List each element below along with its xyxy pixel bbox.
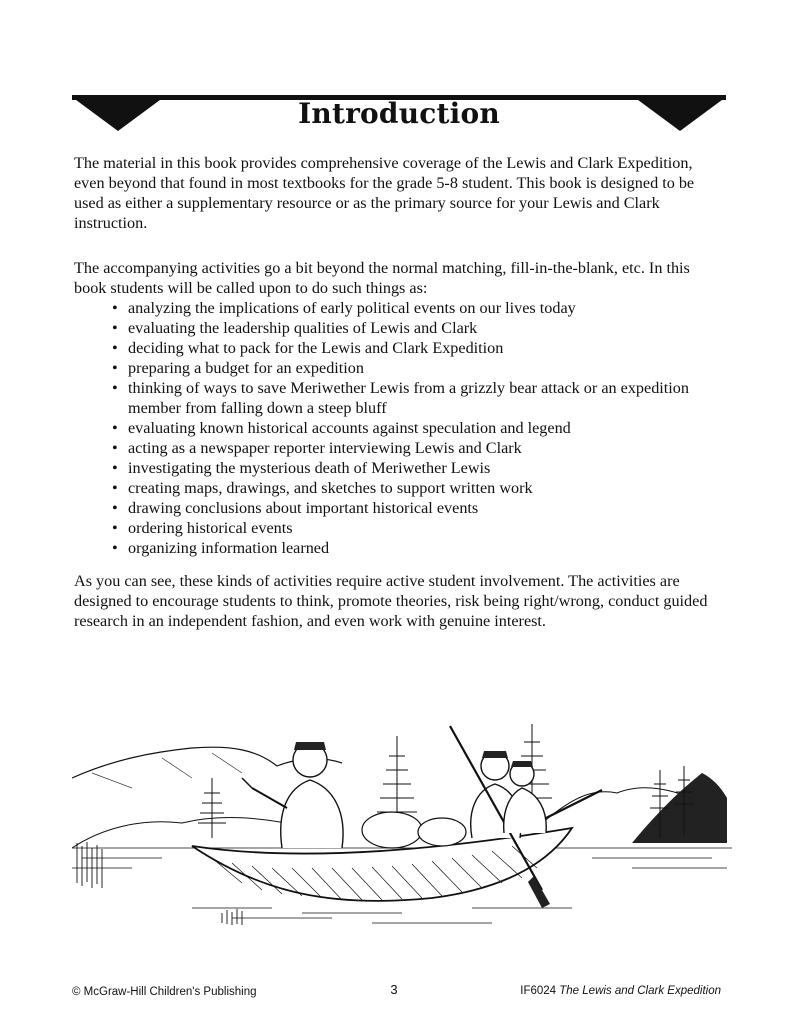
- bullet-icon: •: [112, 339, 118, 357]
- activity-text: drawing conclusions about important historical events: [128, 499, 479, 517]
- bullet-icon: •: [112, 419, 118, 437]
- bullet-icon: •: [112, 459, 118, 477]
- activity-list-item: [112, 358, 726, 378]
- book-reference: [520, 985, 721, 997]
- bullet-icon: •: [112, 319, 118, 337]
- activities-lead: The accompanying activities go a bit beyond the normal matching, fill-in-the-blank, etc. In this book students will be called upon to do such things as:: [74, 259, 690, 297]
- publisher-credit: © McGraw-Hill Children's Publishing: [72, 986, 257, 998]
- bullet-icon: •: [112, 499, 118, 517]
- bullet-icon: •: [112, 439, 118, 457]
- activity-list-item: [112, 338, 726, 358]
- activity-list-item: [112, 458, 726, 478]
- activity-list-item: [112, 478, 726, 498]
- bullet-icon: •: [112, 539, 118, 557]
- activity-text: acting as a newspaper reporter interviewing Lewis and Clark: [128, 439, 522, 457]
- closing-paragraph: As you can see, these kinds of activities require active student involvement. The activities are designed to encourage students to think, promote theories, risk being right/wrong, conduct guided research in an independent fashion, and even work with genuine interest.: [74, 572, 708, 630]
- activity-list-item: [112, 538, 726, 558]
- book-title: The Lewis and Clark Expedition: [559, 985, 721, 997]
- bullet-icon: •: [112, 379, 118, 397]
- activity-text: thinking of ways to save Meriwether Lewis from a grizzly bear attack or an expedition member from falling down a steep bluff: [128, 379, 689, 417]
- bullet-icon: •: [112, 519, 118, 537]
- page-number: 3: [390, 982, 398, 997]
- title-banner: [72, 95, 726, 135]
- activity-text: preparing a budget for an expedition: [128, 359, 364, 377]
- activity-list-item: [112, 318, 726, 338]
- explorers-canoe-icon: [72, 718, 732, 938]
- activity-list-item: [112, 378, 726, 418]
- activity-text: analyzing the implications of early political events on our lives today: [128, 299, 576, 317]
- canoe-illustration: [72, 718, 732, 938]
- activity-text: evaluating known historical accounts against speculation and legend: [128, 419, 571, 437]
- bullet-icon: •: [112, 299, 118, 317]
- activity-list-item: [112, 298, 726, 318]
- activity-text: evaluating the leadership qualities of Lewis and Clark: [128, 319, 478, 337]
- intro-paragraph: The material in this book provides comprehensive coverage of the Lewis and Clark Expedition, even beyond that found in most textbooks for the grade 5-8 student. This book is designed to be used as either a supplementary resource or as the primary source for your Lewis and Clark instruction.: [74, 154, 695, 232]
- activity-list-item: [112, 438, 726, 458]
- page-title: Introduction: [298, 97, 500, 130]
- activities-list: [74, 298, 726, 558]
- bullet-icon: •: [112, 359, 118, 377]
- activity-list-item: [112, 518, 726, 538]
- activity-text: creating maps, drawings, and sketches to support written work: [128, 479, 533, 497]
- page-footer: [0, 982, 791, 1002]
- activity-text: organizing information learned: [128, 539, 330, 557]
- bullet-icon: •: [112, 479, 118, 497]
- product-code: IF6024: [520, 985, 557, 997]
- activity-text: ordering historical events: [128, 519, 293, 537]
- activity-list-item: [112, 418, 726, 438]
- activity-text: investigating the mysterious death of Meriwether Lewis: [128, 459, 491, 477]
- activities-section: [74, 258, 726, 558]
- activity-list-item: [112, 498, 726, 518]
- activity-text: deciding what to pack for the Lewis and Clark Expedition: [128, 339, 504, 357]
